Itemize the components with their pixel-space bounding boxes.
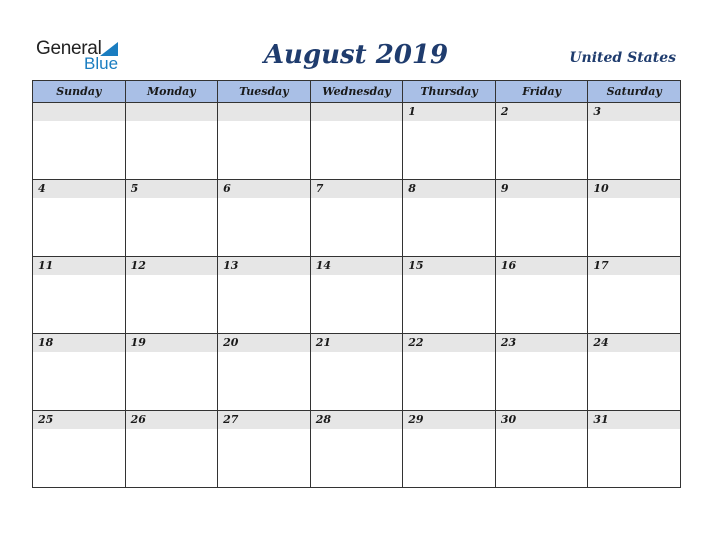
day-cell xyxy=(125,180,218,257)
day-number: 2 xyxy=(496,103,588,121)
day-number: 18 xyxy=(33,334,125,352)
day-number: 28 xyxy=(311,411,403,429)
day-number: 24 xyxy=(588,334,680,352)
day-cell xyxy=(495,257,588,334)
day-number: 9 xyxy=(496,180,588,198)
day-number: 12 xyxy=(126,257,218,275)
day-number: 1 xyxy=(403,103,495,121)
day-number xyxy=(311,103,403,121)
logo-blue-text: Blue xyxy=(84,54,119,73)
day-number: 22 xyxy=(403,334,495,352)
day-cell xyxy=(403,180,496,257)
day-cell xyxy=(310,411,403,488)
day-cell xyxy=(495,180,588,257)
day-number: 20 xyxy=(218,334,310,352)
day-number: 17 xyxy=(588,257,680,275)
day-cell xyxy=(495,103,588,180)
day-cell xyxy=(588,257,681,334)
day-number: 25 xyxy=(33,411,125,429)
day-cell xyxy=(125,103,218,180)
day-cell xyxy=(310,103,403,180)
day-number: 27 xyxy=(218,411,310,429)
day-number: 30 xyxy=(496,411,588,429)
week-row xyxy=(33,103,681,180)
day-cell xyxy=(218,334,311,411)
day-number xyxy=(218,103,310,121)
region-label: United States xyxy=(569,50,676,66)
day-number: 8 xyxy=(403,180,495,198)
day-cell xyxy=(218,411,311,488)
day-cell xyxy=(495,411,588,488)
weekday-thursday: Thursday xyxy=(403,81,496,103)
day-cell xyxy=(495,334,588,411)
day-cell xyxy=(33,411,126,488)
day-cell xyxy=(588,334,681,411)
weekday-sunday: Sunday xyxy=(33,81,126,103)
day-number: 15 xyxy=(403,257,495,275)
day-number: 14 xyxy=(311,257,403,275)
day-cell xyxy=(33,180,126,257)
weekday-wednesday: Wednesday xyxy=(310,81,403,103)
week-row xyxy=(33,257,681,334)
day-cell xyxy=(310,334,403,411)
day-number: 3 xyxy=(588,103,680,121)
day-cell xyxy=(125,411,218,488)
day-number: 5 xyxy=(126,180,218,198)
day-cell xyxy=(33,334,126,411)
day-cell xyxy=(218,103,311,180)
weekday-friday: Friday xyxy=(495,81,588,103)
weekday-monday: Monday xyxy=(125,81,218,103)
weekday-saturday: Saturday xyxy=(588,81,681,103)
day-number: 16 xyxy=(496,257,588,275)
day-number xyxy=(126,103,218,121)
day-cell xyxy=(310,257,403,334)
day-number: 7 xyxy=(311,180,403,198)
day-cell xyxy=(310,180,403,257)
calendar-title: August 2019 xyxy=(263,40,449,70)
week-row xyxy=(33,411,681,488)
day-number: 11 xyxy=(33,257,125,275)
day-cell xyxy=(33,103,126,180)
day-number: 23 xyxy=(496,334,588,352)
day-cell xyxy=(588,411,681,488)
day-cell xyxy=(403,257,496,334)
day-cell xyxy=(403,411,496,488)
day-cell xyxy=(125,334,218,411)
week-row xyxy=(33,180,681,257)
day-cell xyxy=(588,180,681,257)
day-cell xyxy=(218,180,311,257)
day-number: 6 xyxy=(218,180,310,198)
day-cell xyxy=(403,334,496,411)
day-number: 21 xyxy=(311,334,403,352)
calendar-grid xyxy=(32,80,681,488)
day-number: 4 xyxy=(33,180,125,198)
day-number xyxy=(33,103,125,121)
day-number: 19 xyxy=(126,334,218,352)
week-row xyxy=(33,334,681,411)
day-cell xyxy=(218,257,311,334)
day-cell xyxy=(33,257,126,334)
day-number: 10 xyxy=(588,180,680,198)
day-cell xyxy=(125,257,218,334)
day-number: 31 xyxy=(588,411,680,429)
day-number: 29 xyxy=(403,411,495,429)
day-number: 13 xyxy=(218,257,310,275)
day-cell xyxy=(588,103,681,180)
logo-general-text: General xyxy=(36,38,102,59)
day-cell xyxy=(403,103,496,180)
weekday-tuesday: Tuesday xyxy=(218,81,311,103)
weekday-header-row xyxy=(33,81,681,103)
day-number: 26 xyxy=(126,411,218,429)
